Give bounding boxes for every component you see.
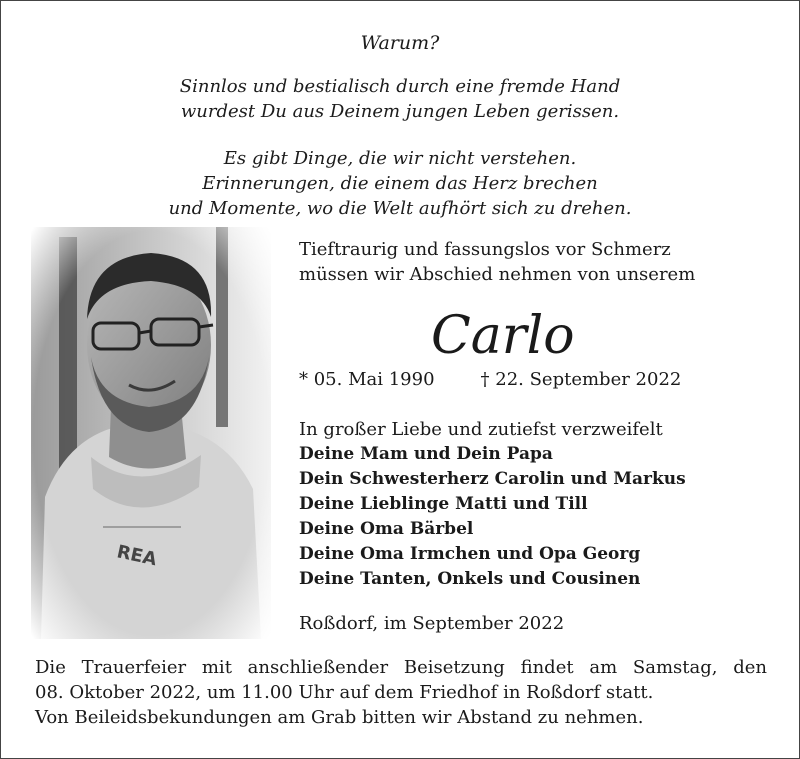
funeral-info-line: Von Beileidsbekundungen am Grab bitten wir Abstand zu nehmen. [35, 707, 644, 728]
life-dates [299, 367, 681, 392]
poem-stanza-2 [1, 146, 799, 221]
poem-line: Sinnlos und bestialisch durch eine fremde Hand [179, 76, 621, 97]
poem-stanza-1 [1, 74, 799, 124]
funeral-info-line: 08. Oktober 2022, um 11.00 Uhr auf dem Friedhof in Roßdorf statt. [35, 682, 654, 703]
poem-line: wurdest Du aus Deinem jungen Leben gerissen. [180, 101, 620, 122]
poem-line: Erinnerungen, die einem das Herz brechen [202, 173, 598, 194]
poem-line: Es gibt Dinge, die wir nicht verstehen. [223, 148, 577, 169]
mourners-lead: In großer Liebe und zutiefst verzweifelt [299, 419, 663, 440]
funeral-info [35, 655, 767, 730]
intro-line: müssen wir Abschied nehmen von unserem [299, 264, 696, 285]
birth-date: * 05. Mai 1990 [299, 369, 435, 390]
mourner-entry: Deine Oma Irmchen und Opa Georg [299, 544, 641, 564]
intro-text [299, 237, 779, 287]
mourner-entry: Deine Oma Bärbel [299, 519, 474, 539]
poem-line: und Momente, wo die Welt aufhört sich zu drehen. [168, 198, 632, 219]
place-date: Roßdorf, im September 2022 [299, 613, 565, 634]
mourner-entry: Deine Mam und Dein Papa [299, 444, 553, 464]
deceased-name: Carlo [431, 306, 575, 366]
mourner-entry: Dein Schwesterherz Carolin und Markus [299, 469, 686, 489]
mourner-entry: Deine Lieblinge Matti und Till [299, 494, 588, 514]
intro-line: Tieftraurig und fassungslos vor Schmerz [299, 239, 671, 260]
mourner-entry: Deine Tanten, Onkels und Cousinen [299, 569, 641, 589]
poem-title: Warum? [360, 32, 440, 54]
mourners-list [299, 417, 686, 592]
death-date: † 22. September 2022 [480, 369, 682, 390]
portrait-photo [31, 227, 271, 639]
funeral-info-line: Die Trauerfeier mit anschließender Beisetzung findet am Samstag, den [35, 657, 767, 678]
